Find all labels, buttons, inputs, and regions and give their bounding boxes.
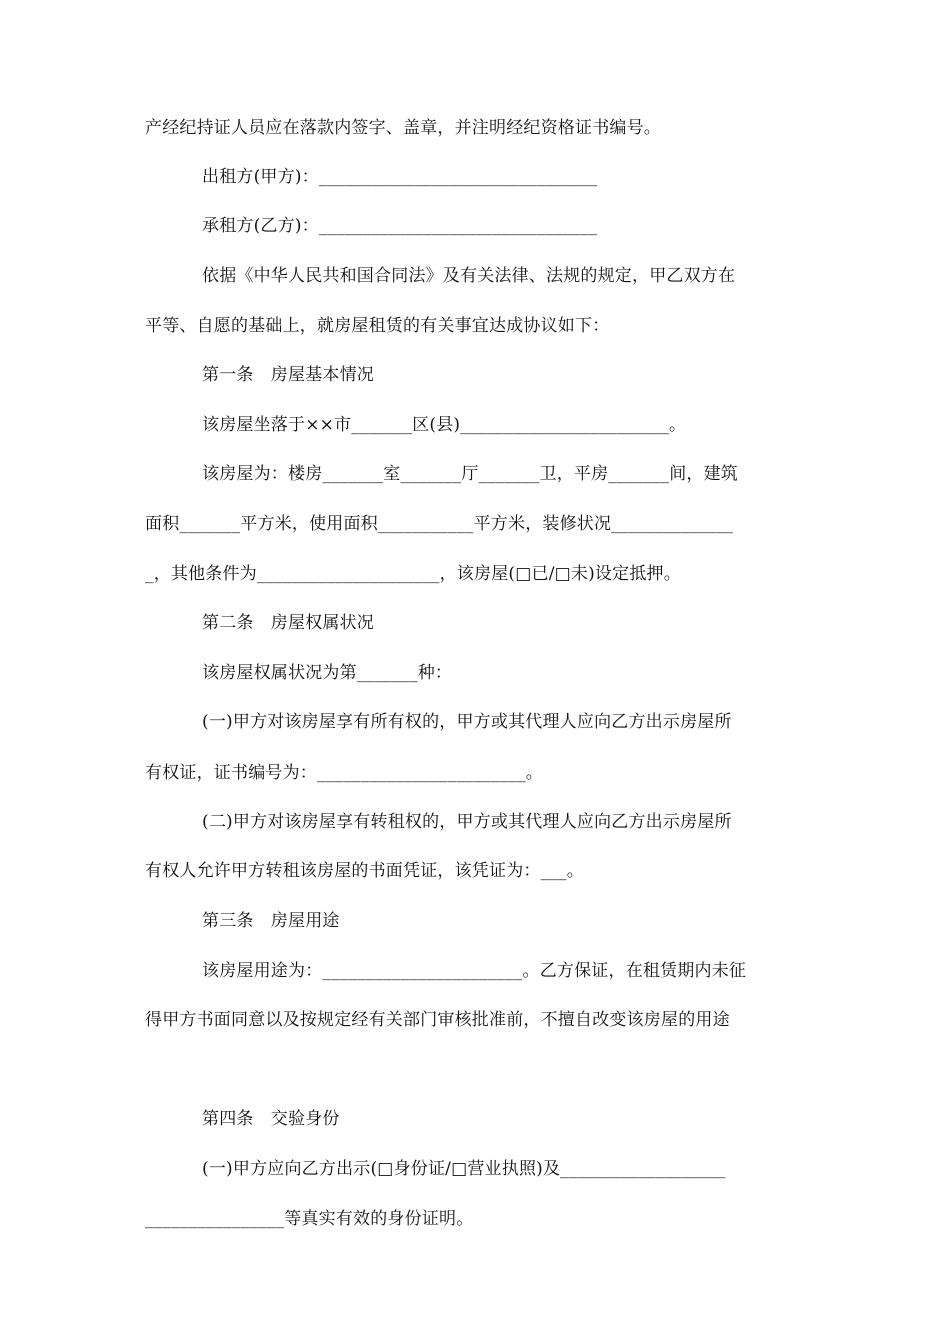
text-line: 该房屋坐落于××市_______区(县)________________________。: [202, 415, 687, 435]
text-line: 有权证，证书编号为：________________________。: [145, 763, 543, 783]
lessee-line: 承租方(乙方)：________________________________: [202, 216, 598, 236]
text-line: 有权人允许甲方转租该房屋的书面凭证，该凭证为：___。: [145, 861, 584, 881]
text-line: 产经纪持证人员应在落款内签字、盖章，并注明经纪资格证书编号。: [145, 118, 661, 138]
text-line: 依据《中华人民共和国合同法》及有关法律、法规的规定，甲乙双方在: [202, 266, 736, 286]
text-line: 得甲方书面同意以及按规定经有关部门审核批准前，不擅自改变该房屋的用途: [145, 1010, 730, 1030]
article-heading: 第一条 房屋基本情况: [202, 365, 374, 385]
text-line: (二)甲方对该房屋享有转租权的，甲方或其代理人应向乙方出示房屋所: [202, 812, 732, 832]
text-line: 该房屋用途为：_______________________。乙方保证，在租赁期内未征: [202, 961, 747, 981]
lessor-line: 出租方(甲方)：________________________________: [202, 167, 598, 187]
text-line: 该房屋为：楼房_______室_______厅_______卫，平房_______间，建筑: [202, 464, 738, 484]
text-line: 面积_______平方米，使用面积___________平方米，装修状况______________: [145, 514, 733, 534]
text-line: 平等、自愿的基础上，就房屋租赁的有关事宜达成协议如下：: [145, 316, 610, 336]
article-heading: 第二条 房屋权属状况: [202, 613, 374, 633]
text-line: (一)甲方应向乙方出示(□身份证/□营业执照)及___________________: [202, 1159, 726, 1179]
text-line: _，其他条件为_____________________，该房屋(□已/□未)设定抵押。: [145, 564, 681, 584]
text-line: (一)甲方对该房屋享有所有权的，甲方或其代理人应向乙方出示房屋所: [202, 712, 732, 732]
article-heading: 第三条 房屋用途: [202, 911, 340, 931]
article-heading: 第四条 交验身份: [202, 1109, 340, 1129]
text-line: ________________等真实有效的身份证明。: [145, 1209, 474, 1229]
text-line: 该房屋权属状况为第_______种：: [202, 663, 453, 683]
